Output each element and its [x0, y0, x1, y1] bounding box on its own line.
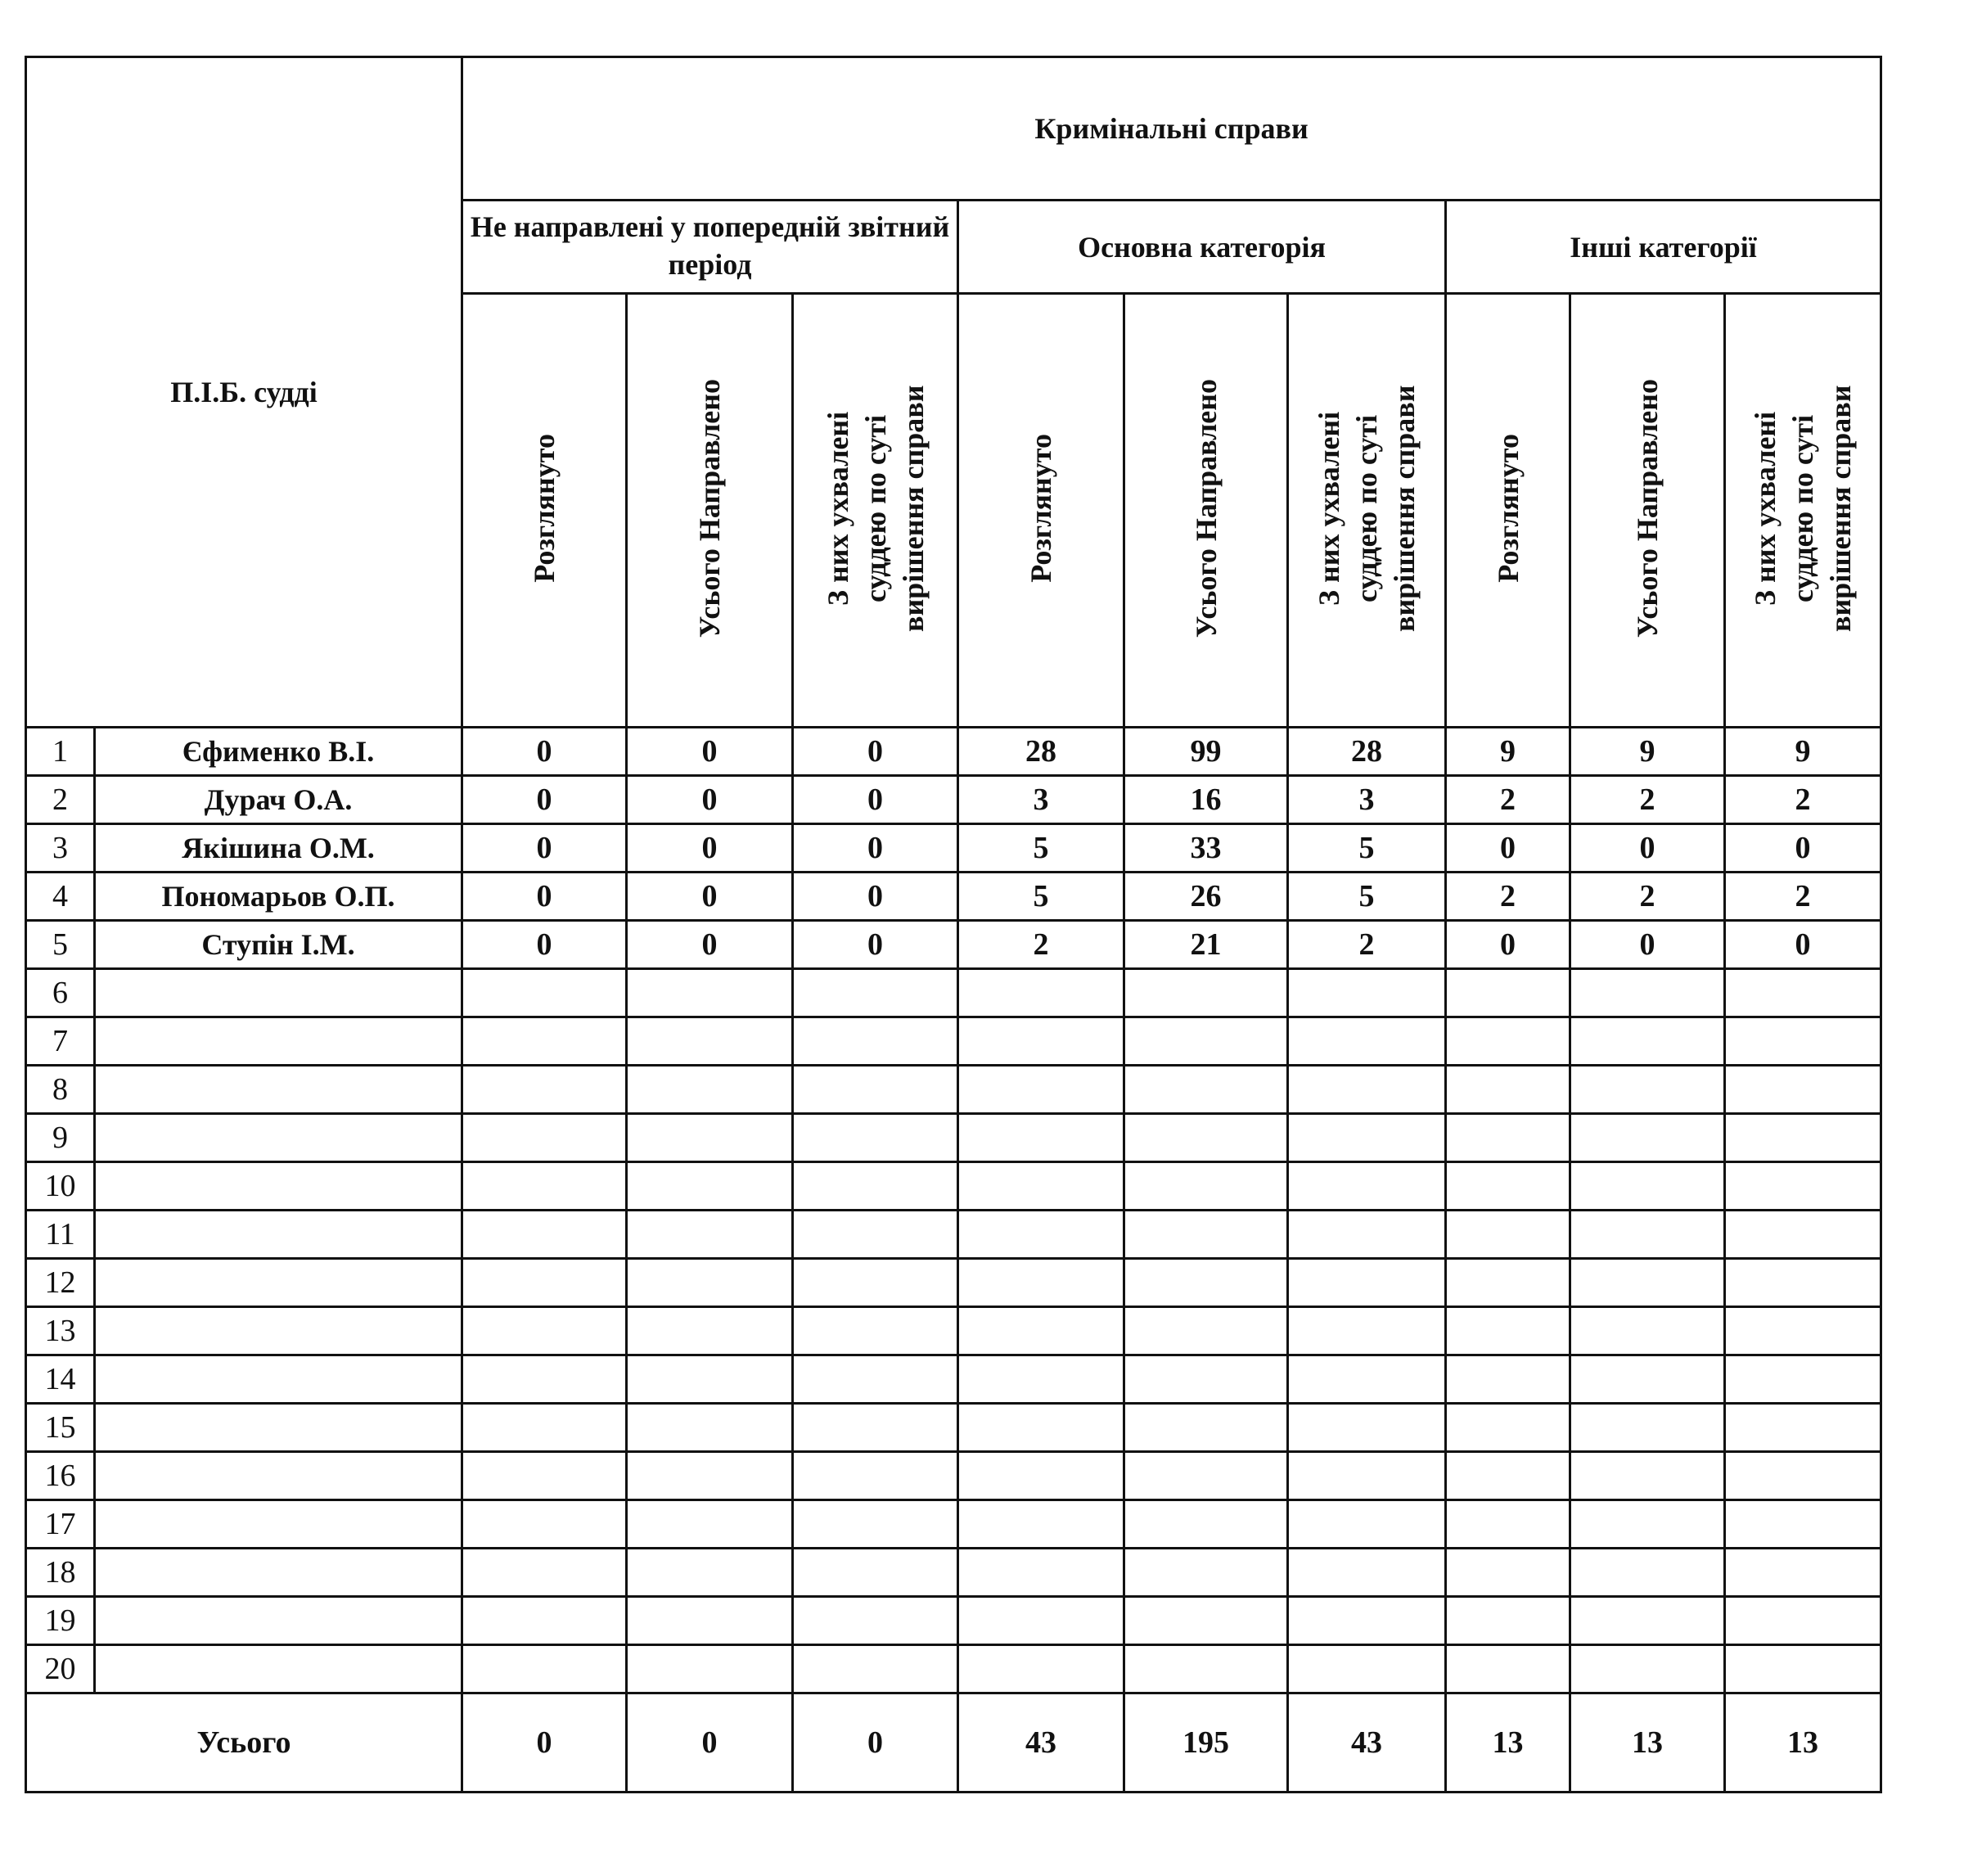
row-number: 7	[26, 1017, 95, 1066]
subcol-header-label: Усього Направлено	[693, 378, 727, 638]
judge-name	[95, 1162, 462, 1211]
table-cell	[958, 1211, 1124, 1259]
table-cell	[462, 1404, 627, 1452]
table-cell	[793, 969, 958, 1017]
table-cell	[627, 1211, 793, 1259]
table-row	[26, 873, 1881, 921]
table-cell	[1124, 1404, 1288, 1452]
table-cell	[793, 1452, 958, 1500]
table-cell	[793, 1017, 958, 1066]
table-cell	[1124, 1645, 1288, 1693]
table-row	[26, 1017, 1881, 1066]
table-cell	[1124, 1452, 1288, 1500]
subcol-header	[1288, 294, 1446, 728]
table-cell	[1725, 1066, 1881, 1114]
table-cell: 0	[1725, 921, 1881, 969]
judge-name	[95, 1307, 462, 1355]
table-cell	[793, 1597, 958, 1645]
judge-name: Єфименко В.І.	[95, 728, 462, 776]
table-cell	[1124, 1355, 1288, 1404]
table-row	[26, 776, 1881, 824]
table-cell	[1124, 1259, 1288, 1307]
table-cell: 0	[1446, 921, 1570, 969]
table-cell	[1446, 1259, 1570, 1307]
table-cell: 2	[1570, 873, 1725, 921]
table-cell	[1446, 1452, 1570, 1500]
table-body	[26, 728, 1881, 1693]
table-cell	[1446, 1645, 1570, 1693]
table-row	[26, 1259, 1881, 1307]
table-cell: 9	[1570, 728, 1725, 776]
table-footer	[26, 1693, 1881, 1793]
judge-name: Ступін І.М.	[95, 921, 462, 969]
subcol-header	[462, 294, 627, 728]
total-cell: 43	[958, 1693, 1124, 1793]
table-cell	[1124, 1500, 1288, 1549]
table-cell	[1446, 1017, 1570, 1066]
row-number: 2	[26, 776, 95, 824]
table-cell	[1725, 1597, 1881, 1645]
table-cell	[1725, 1211, 1881, 1259]
judge-name: Пономарьов О.П.	[95, 873, 462, 921]
row-number: 1	[26, 728, 95, 776]
subcol-header-label: Усього Направлено	[1189, 378, 1223, 638]
judge-name: Якішина О.М.	[95, 824, 462, 873]
table-cell: 0	[1446, 824, 1570, 873]
table-row	[26, 1162, 1881, 1211]
table-cell	[462, 1114, 627, 1162]
table-cell	[1725, 1500, 1881, 1549]
judge-name	[95, 1114, 462, 1162]
table-row	[26, 1549, 1881, 1597]
judge-name	[95, 1404, 462, 1452]
table-cell	[1570, 1259, 1725, 1307]
row-number: 6	[26, 969, 95, 1017]
group-header-previous-period: Не направлені у попередній звітний період	[462, 201, 958, 294]
table-cell	[1446, 969, 1570, 1017]
table-cell	[1124, 1114, 1288, 1162]
group-header-main-category: Основна категорія	[958, 201, 1446, 294]
subcol-header	[1124, 294, 1288, 728]
table-row	[26, 1404, 1881, 1452]
subcol-header-label: З них ухвалені суддею по суті вирішення справи	[1313, 385, 1421, 632]
table-cell	[462, 1066, 627, 1114]
row-number: 19	[26, 1597, 95, 1645]
table-cell	[958, 1645, 1124, 1693]
table-cell: 28	[1288, 728, 1446, 776]
table-row	[26, 1500, 1881, 1549]
table-cell: 0	[793, 728, 958, 776]
table-cell: 21	[1124, 921, 1288, 969]
table-cell: 5	[1288, 824, 1446, 873]
table-cell	[1725, 1307, 1881, 1355]
judge-name: Дурач О.А.	[95, 776, 462, 824]
subcol-header	[1446, 294, 1570, 728]
table-cell	[793, 1645, 958, 1693]
table-cell	[1446, 1114, 1570, 1162]
table-cell: 0	[793, 873, 958, 921]
table-cell	[793, 1211, 958, 1259]
table-cell: 3	[958, 776, 1124, 824]
table-cell: 0	[627, 776, 793, 824]
table-row	[26, 1597, 1881, 1645]
table-cell	[462, 1549, 627, 1597]
table-cell	[1288, 1017, 1446, 1066]
table-cell	[1124, 1307, 1288, 1355]
table-cell	[1288, 1549, 1446, 1597]
subcol-header	[1570, 294, 1725, 728]
table-cell	[1288, 1307, 1446, 1355]
table-cell	[1725, 1549, 1881, 1597]
table-cell	[1446, 1500, 1570, 1549]
criminal-cases-table	[25, 56, 1882, 1793]
table-cell	[1570, 1162, 1725, 1211]
table-cell	[793, 1500, 958, 1549]
table-cell	[627, 1307, 793, 1355]
total-cell: 0	[627, 1693, 793, 1793]
table-cell	[1725, 1114, 1881, 1162]
table-cell	[958, 1500, 1124, 1549]
table-cell	[1570, 1645, 1725, 1693]
table-cell	[627, 1017, 793, 1066]
table-cell: 26	[1124, 873, 1288, 921]
judge-name	[95, 1017, 462, 1066]
table-row	[26, 1211, 1881, 1259]
subcol-header	[1725, 294, 1881, 728]
total-cell: 43	[1288, 1693, 1446, 1793]
table-cell	[1725, 1404, 1881, 1452]
table-cell	[1725, 1017, 1881, 1066]
subcol-header	[627, 294, 793, 728]
judge-name	[95, 1597, 462, 1645]
table-cell	[1570, 1355, 1725, 1404]
row-number: 17	[26, 1500, 95, 1549]
table-cell: 2	[1288, 921, 1446, 969]
table-cell	[1288, 1259, 1446, 1307]
group-header-other-categories: Інші категорії	[1446, 201, 1881, 294]
table-row	[26, 1066, 1881, 1114]
table-cell	[793, 1066, 958, 1114]
table-cell	[627, 1355, 793, 1404]
total-cell: 195	[1124, 1693, 1288, 1793]
table-cell	[958, 969, 1124, 1017]
table-cell	[958, 1597, 1124, 1645]
table-cell	[1446, 1355, 1570, 1404]
table-cell	[1570, 1211, 1725, 1259]
table-cell	[462, 1500, 627, 1549]
table-cell	[1124, 1162, 1288, 1211]
table-cell	[1288, 1114, 1446, 1162]
table-cell	[1446, 1404, 1570, 1452]
main-title: Кримінальні справи	[462, 57, 1881, 201]
table-cell	[627, 1404, 793, 1452]
table-cell: 28	[958, 728, 1124, 776]
table-cell	[627, 1259, 793, 1307]
table-cell	[793, 1307, 958, 1355]
table-cell	[958, 1549, 1124, 1597]
table-cell	[958, 1162, 1124, 1211]
table-header	[26, 57, 1881, 728]
table-cell: 0	[1570, 824, 1725, 873]
table-cell: 0	[462, 921, 627, 969]
table-cell	[1446, 1211, 1570, 1259]
table-row	[26, 1452, 1881, 1500]
table-cell: 5	[1288, 873, 1446, 921]
table-cell	[627, 1597, 793, 1645]
total-cell: 13	[1570, 1693, 1725, 1793]
table-cell	[1570, 1597, 1725, 1645]
table-cell	[793, 1404, 958, 1452]
table-cell	[627, 1549, 793, 1597]
table-cell: 0	[627, 921, 793, 969]
total-cell: 0	[793, 1693, 958, 1793]
table-cell	[1725, 1162, 1881, 1211]
subcol-header-label: З них ухвалені суддею по суті вирішення справи	[821, 385, 930, 632]
table-cell: 9	[1446, 728, 1570, 776]
table-cell	[1124, 969, 1288, 1017]
table-cell	[1570, 1404, 1725, 1452]
table-cell: 0	[793, 824, 958, 873]
total-cell: 0	[462, 1693, 627, 1793]
table-cell	[1288, 1645, 1446, 1693]
table-cell: 3	[1288, 776, 1446, 824]
table-cell: 0	[793, 921, 958, 969]
table-cell	[462, 1211, 627, 1259]
table-cell: 0	[1570, 921, 1725, 969]
table-cell	[462, 1597, 627, 1645]
table-cell: 2	[958, 921, 1124, 969]
table-cell	[1288, 1404, 1446, 1452]
table-cell	[1570, 1114, 1725, 1162]
table-cell	[462, 1452, 627, 1500]
table-cell	[1288, 1162, 1446, 1211]
table-cell	[1124, 1597, 1288, 1645]
table-cell	[627, 1066, 793, 1114]
table-cell: 2	[1446, 776, 1570, 824]
table-cell	[958, 1017, 1124, 1066]
table-cell	[1570, 969, 1725, 1017]
table-cell	[1446, 1307, 1570, 1355]
table-cell: 5	[958, 824, 1124, 873]
subcol-header-label: Усього Направлено	[1631, 378, 1664, 638]
table-cell	[462, 969, 627, 1017]
table-cell: 0	[462, 776, 627, 824]
table-cell	[1288, 1211, 1446, 1259]
table-cell: 0	[627, 873, 793, 921]
row-number: 18	[26, 1549, 95, 1597]
table-cell: 0	[462, 824, 627, 873]
table-row	[26, 1645, 1881, 1693]
table-cell	[958, 1114, 1124, 1162]
table-cell	[627, 1645, 793, 1693]
table-row	[26, 969, 1881, 1017]
subcol-header	[793, 294, 958, 728]
table-cell	[1446, 1162, 1570, 1211]
table-row	[26, 728, 1881, 776]
table-cell: 0	[462, 728, 627, 776]
table-cell	[958, 1066, 1124, 1114]
judge-name-header: П.І.Б. судді	[26, 57, 462, 728]
row-number: 12	[26, 1259, 95, 1307]
row-number: 13	[26, 1307, 95, 1355]
judge-name	[95, 1066, 462, 1114]
table-cell: 0	[793, 776, 958, 824]
table-cell	[627, 1500, 793, 1549]
table-cell	[462, 1645, 627, 1693]
table-row	[26, 921, 1881, 969]
table-cell	[793, 1114, 958, 1162]
row-number: 20	[26, 1645, 95, 1693]
table-cell	[1288, 1355, 1446, 1404]
table-cell	[1725, 969, 1881, 1017]
judge-name	[95, 1500, 462, 1549]
subcol-header	[958, 294, 1124, 728]
table-cell	[1725, 1452, 1881, 1500]
table-cell	[1124, 1549, 1288, 1597]
table-cell: 99	[1124, 728, 1288, 776]
table-cell	[1288, 1500, 1446, 1549]
row-number: 15	[26, 1404, 95, 1452]
row-number: 3	[26, 824, 95, 873]
table-cell: 0	[1725, 824, 1881, 873]
judge-name	[95, 1259, 462, 1307]
judge-name	[95, 1211, 462, 1259]
table-cell	[958, 1452, 1124, 1500]
table-cell: 16	[1124, 776, 1288, 824]
table-cell	[958, 1259, 1124, 1307]
table-cell: 5	[958, 873, 1124, 921]
table-cell	[1446, 1597, 1570, 1645]
subcol-header-label: Розглянуто	[528, 434, 561, 583]
table-cell	[793, 1549, 958, 1597]
table-cell	[462, 1162, 627, 1211]
table-cell	[793, 1355, 958, 1404]
table-cell	[462, 1355, 627, 1404]
total-label: Усього	[26, 1693, 462, 1793]
total-cell: 13	[1446, 1693, 1570, 1793]
judge-name	[95, 969, 462, 1017]
table-cell	[1570, 1549, 1725, 1597]
table-cell: 2	[1446, 873, 1570, 921]
table-cell	[1725, 1645, 1881, 1693]
judge-name	[95, 1645, 462, 1693]
judge-name	[95, 1452, 462, 1500]
table-row	[26, 824, 1881, 873]
row-number: 14	[26, 1355, 95, 1404]
table-cell	[627, 1162, 793, 1211]
table-cell	[1288, 969, 1446, 1017]
row-number: 10	[26, 1162, 95, 1211]
row-number: 5	[26, 921, 95, 969]
table-cell	[627, 969, 793, 1017]
judge-name	[95, 1355, 462, 1404]
table-cell: 2	[1725, 776, 1881, 824]
table-cell	[793, 1162, 958, 1211]
table-cell	[1570, 1500, 1725, 1549]
table-cell	[1446, 1066, 1570, 1114]
table-cell	[462, 1017, 627, 1066]
table-cell	[958, 1307, 1124, 1355]
table-cell: 0	[627, 728, 793, 776]
table-cell	[793, 1259, 958, 1307]
row-number: 9	[26, 1114, 95, 1162]
table-cell	[958, 1355, 1124, 1404]
table-cell	[958, 1404, 1124, 1452]
table-cell	[627, 1452, 793, 1500]
table-row	[26, 1355, 1881, 1404]
row-number: 11	[26, 1211, 95, 1259]
table-cell	[627, 1114, 793, 1162]
table-row	[26, 1307, 1881, 1355]
table-cell: 9	[1725, 728, 1881, 776]
row-number: 8	[26, 1066, 95, 1114]
subcol-header-label: З них ухвалені суддею по суті вирішення справи	[1749, 385, 1858, 632]
subcol-header-label: Розглянуто	[1491, 434, 1525, 583]
table-cell	[1288, 1066, 1446, 1114]
table-cell	[462, 1307, 627, 1355]
table-cell	[1124, 1066, 1288, 1114]
subcol-header-label: Розглянуто	[1025, 434, 1058, 583]
table-cell: 2	[1570, 776, 1725, 824]
table-cell: 2	[1725, 873, 1881, 921]
table-cell	[1725, 1259, 1881, 1307]
table-cell	[1570, 1017, 1725, 1066]
row-number: 4	[26, 873, 95, 921]
row-number: 16	[26, 1452, 95, 1500]
total-cell: 13	[1725, 1693, 1881, 1793]
table-cell	[1725, 1355, 1881, 1404]
judge-name	[95, 1549, 462, 1597]
table-cell	[1288, 1452, 1446, 1500]
table-cell	[1288, 1597, 1446, 1645]
table-cell	[462, 1259, 627, 1307]
table-cell	[1570, 1066, 1725, 1114]
table-cell	[1570, 1452, 1725, 1500]
table-cell	[1570, 1307, 1725, 1355]
table-cell: 0	[462, 873, 627, 921]
table-cell: 33	[1124, 824, 1288, 873]
table-row	[26, 1114, 1881, 1162]
table-cell: 0	[627, 824, 793, 873]
table-cell	[1124, 1017, 1288, 1066]
table-cell	[1446, 1549, 1570, 1597]
table-cell	[1124, 1211, 1288, 1259]
